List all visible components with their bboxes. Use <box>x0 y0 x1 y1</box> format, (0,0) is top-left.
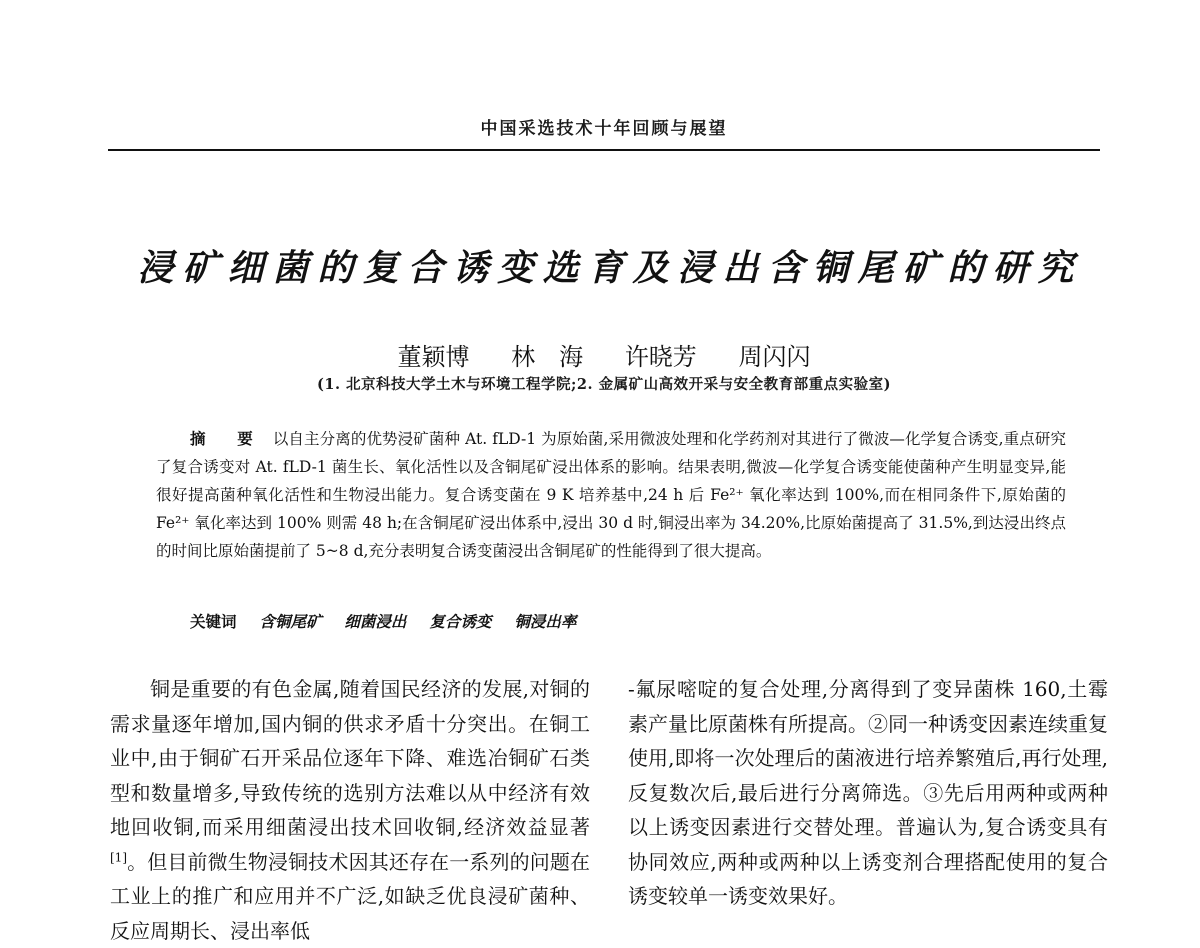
keyword: 复合诱变 <box>429 612 492 631</box>
header-rule <box>108 149 1100 151</box>
affiliation: (1. 北京科技大学土木与环境工程学院;2. 金属矿山高效开采与安全教育部重点实验室) <box>317 376 891 393</box>
keyword: 含铜尾矿 <box>259 612 322 631</box>
body-paragraph <box>110 672 590 948</box>
paragraph-text: 铜是重要的有色金属,随着国民经济的发展,对铜的需求量逐年增加,国内铜的供求矛盾十分突出。在铜工业中,由于铜矿石开采品位逐年下降、难选冶铜矿石类型和数量增多,导致传统的选别方法难以从中经济有效地回收铜,而采用细菌浸出技术回收铜,经济效益显著 <box>110 677 590 839</box>
keywords-label: 关键词 <box>190 612 237 631</box>
article-title: 浸矿细菌的复合诱变选育及浸出含铜尾矿的研究 <box>137 247 1083 289</box>
keyword: 铜浸出率 <box>514 612 577 631</box>
keywords <box>190 610 1070 632</box>
body-left-column <box>110 672 590 948</box>
keyword: 细菌浸出 <box>344 612 407 631</box>
citation-reference: [1] <box>110 849 127 864</box>
author-name: 许晓芳 <box>624 343 697 371</box>
author-name: 林 海 <box>511 343 584 371</box>
body-paragraph: -氟尿嘧啶的复合处理,分离得到了变异菌株 160,土霉素产量比原菌株有所提高。②同一种诱变因素连续重复使用,即将一次处理后的菌液进行培养繁殖后,再行处理,反复数次后,最后进行分离筛选。③先后用两种或两种以上诱变因素进行交替处理。普遍认为,复合诱变具有协同效应,两种或两种以上诱变剂合理搭配使用的复合诱变较单一诱变效果好。 <box>628 677 1108 908</box>
abstract-label: 摘 要 <box>190 429 261 448</box>
author-name: 周闪闪 <box>738 343 811 371</box>
paragraph-text: 。但目前微生物浸铜技术因其还存在一系列的问题在工业上的推广和应用并不广泛,如缺乏优良浸矿菌种、反应周期长、浸出率低 <box>110 849 590 943</box>
abstract-text: 以自主分离的优势浸矿菌种 At. fLD-1 为原始菌,采用微波处理和化学药剂对其进行了微波—化学复合诱变,重点研究了复合诱变对 At. fLD-1 菌生长、氧化活性以及含铜尾矿浸出体系的影响。结果表明,微波—化学复合诱变能使菌种产生明显变异,能很好提高菌种氧化活性和生物浸出能力。复合诱变菌在 9 K 培养基中,24 h 后 Fe²⁺ 氧化率达到 100%,而在相同条件下,原始菌的 Fe²⁺ 氧化率达到 100% 则需 48 h;在含铜尾矿浸出体系中,浸出 30 d 时,铜浸出率为 34.20%,比原始菌提高了 31.5%,到达浸出终点的时间比原始菌提前了 5~8 d,充分表明复合诱变菌浸出含铜尾矿的性能得到了很大提高。 <box>156 430 1066 560</box>
running-head: 中国采选技术十年回顾与展望 <box>480 119 728 139</box>
body-right-column <box>628 672 1108 914</box>
author-list <box>108 337 1100 372</box>
abstract <box>156 425 1066 565</box>
author-name: 董颖博 <box>397 343 470 371</box>
